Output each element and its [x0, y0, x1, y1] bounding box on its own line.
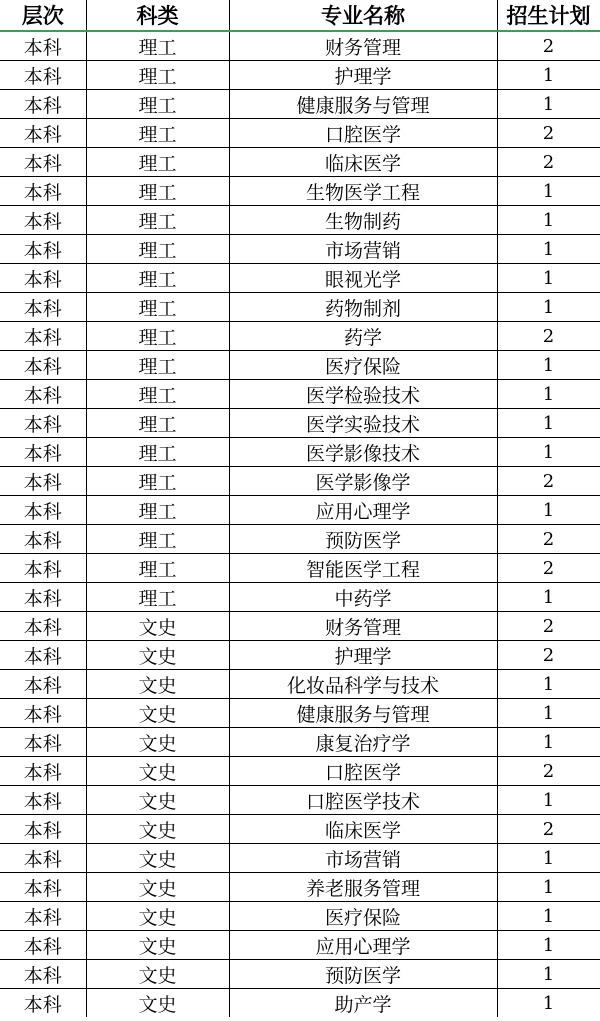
table-row — [0, 496, 600, 525]
table-row — [0, 409, 600, 438]
table-row — [0, 670, 600, 699]
cell-major-name: 口腔医学 — [229, 119, 497, 148]
cell-category: 文史 — [86, 612, 229, 641]
cell-enrollment-plan: 1 — [497, 61, 600, 90]
table-row — [0, 757, 600, 786]
cell-enrollment-plan: 1 — [497, 931, 600, 960]
table-row — [0, 728, 600, 757]
table-row — [0, 815, 600, 844]
cell-level: 本科 — [0, 757, 86, 786]
table-row — [0, 989, 600, 1018]
header-major-name: 专业名称 — [229, 0, 497, 31]
cell-major-name: 生物制药 — [229, 206, 497, 235]
cell-category: 理工 — [86, 90, 229, 119]
cell-level: 本科 — [0, 177, 86, 206]
table-row — [0, 467, 600, 496]
table-row — [0, 902, 600, 931]
cell-enrollment-plan: 1 — [497, 235, 600, 264]
cell-major-name: 智能医学工程 — [229, 554, 497, 583]
cell-category: 理工 — [86, 264, 229, 293]
cell-category: 理工 — [86, 293, 229, 322]
cell-category: 文史 — [86, 757, 229, 786]
cell-category: 文史 — [86, 641, 229, 670]
cell-major-name: 中药学 — [229, 583, 497, 612]
table-row — [0, 612, 600, 641]
table-row — [0, 554, 600, 583]
cell-category: 文史 — [86, 960, 229, 989]
cell-category: 理工 — [86, 177, 229, 206]
cell-level: 本科 — [0, 815, 86, 844]
cell-enrollment-plan: 1 — [497, 583, 600, 612]
table-row — [0, 31, 600, 61]
cell-enrollment-plan: 1 — [497, 670, 600, 699]
header-category: 科类 — [86, 0, 229, 31]
cell-major-name: 健康服务与管理 — [229, 90, 497, 119]
cell-major-name: 医学检验技术 — [229, 380, 497, 409]
cell-major-name: 财务管理 — [229, 31, 497, 61]
cell-level: 本科 — [0, 612, 86, 641]
cell-level: 本科 — [0, 844, 86, 873]
cell-enrollment-plan: 2 — [497, 148, 600, 177]
cell-category: 理工 — [86, 31, 229, 61]
cell-enrollment-plan: 2 — [497, 815, 600, 844]
cell-enrollment-plan: 1 — [497, 177, 600, 206]
cell-level: 本科 — [0, 670, 86, 699]
cell-enrollment-plan: 2 — [497, 612, 600, 641]
cell-major-name: 财务管理 — [229, 612, 497, 641]
cell-category: 文史 — [86, 873, 229, 902]
header-level: 层次 — [0, 0, 86, 31]
cell-category: 理工 — [86, 409, 229, 438]
cell-category: 理工 — [86, 322, 229, 351]
table-row — [0, 90, 600, 119]
cell-major-name: 化妆品科学与技术 — [229, 670, 497, 699]
cell-enrollment-plan: 1 — [497, 206, 600, 235]
cell-category: 理工 — [86, 206, 229, 235]
cell-enrollment-plan: 1 — [497, 786, 600, 815]
cell-enrollment-plan: 2 — [497, 757, 600, 786]
cell-level: 本科 — [0, 322, 86, 351]
cell-level: 本科 — [0, 902, 86, 931]
cell-level: 本科 — [0, 293, 86, 322]
cell-category: 理工 — [86, 148, 229, 177]
table-row — [0, 583, 600, 612]
cell-major-name: 眼视光学 — [229, 264, 497, 293]
cell-enrollment-plan: 2 — [497, 119, 600, 148]
table-row — [0, 699, 600, 728]
cell-enrollment-plan: 2 — [497, 641, 600, 670]
cell-category: 文史 — [86, 699, 229, 728]
table-row — [0, 322, 600, 351]
cell-major-name: 医学影像技术 — [229, 438, 497, 467]
cell-enrollment-plan: 2 — [497, 554, 600, 583]
cell-category: 文史 — [86, 786, 229, 815]
cell-category: 文史 — [86, 844, 229, 873]
cell-level: 本科 — [0, 90, 86, 119]
cell-level: 本科 — [0, 206, 86, 235]
table-row — [0, 873, 600, 902]
cell-category: 理工 — [86, 351, 229, 380]
cell-category: 理工 — [86, 380, 229, 409]
cell-category: 理工 — [86, 235, 229, 264]
table-row — [0, 351, 600, 380]
cell-enrollment-plan: 1 — [497, 264, 600, 293]
cell-enrollment-plan: 1 — [497, 351, 600, 380]
table-row — [0, 293, 600, 322]
cell-enrollment-plan: 1 — [497, 873, 600, 902]
cell-level: 本科 — [0, 496, 86, 525]
cell-major-name: 医学实验技术 — [229, 409, 497, 438]
cell-level: 本科 — [0, 873, 86, 902]
cell-enrollment-plan: 2 — [497, 467, 600, 496]
cell-enrollment-plan: 1 — [497, 960, 600, 989]
cell-major-name: 护理学 — [229, 61, 497, 90]
cell-major-name: 生物医学工程 — [229, 177, 497, 206]
cell-level: 本科 — [0, 467, 86, 496]
cell-major-name: 市场营销 — [229, 844, 497, 873]
cell-category: 理工 — [86, 119, 229, 148]
cell-category: 理工 — [86, 554, 229, 583]
cell-level: 本科 — [0, 148, 86, 177]
table-row — [0, 525, 600, 554]
cell-level: 本科 — [0, 786, 86, 815]
cell-level: 本科 — [0, 409, 86, 438]
cell-major-name: 药学 — [229, 322, 497, 351]
cell-category: 理工 — [86, 583, 229, 612]
cell-category: 理工 — [86, 525, 229, 554]
cell-major-name: 应用心理学 — [229, 931, 497, 960]
table-body — [0, 31, 600, 1017]
header-row — [0, 0, 600, 31]
table-row — [0, 235, 600, 264]
cell-category: 文史 — [86, 902, 229, 931]
cell-level: 本科 — [0, 583, 86, 612]
cell-major-name: 医学影像学 — [229, 467, 497, 496]
cell-level: 本科 — [0, 931, 86, 960]
cell-enrollment-plan: 1 — [497, 293, 600, 322]
table-row — [0, 380, 600, 409]
cell-level: 本科 — [0, 699, 86, 728]
cell-major-name: 预防医学 — [229, 525, 497, 554]
cell-level: 本科 — [0, 960, 86, 989]
cell-enrollment-plan: 2 — [497, 322, 600, 351]
cell-level: 本科 — [0, 31, 86, 61]
cell-major-name: 助产学 — [229, 989, 497, 1018]
cell-category: 文史 — [86, 989, 229, 1018]
cell-enrollment-plan: 1 — [497, 902, 600, 931]
cell-major-name: 康复治疗学 — [229, 728, 497, 757]
table-row — [0, 960, 600, 989]
cell-major-name: 预防医学 — [229, 960, 497, 989]
table-row — [0, 786, 600, 815]
table-row — [0, 206, 600, 235]
cell-major-name: 口腔医学技术 — [229, 786, 497, 815]
cell-major-name: 医疗保险 — [229, 351, 497, 380]
cell-level: 本科 — [0, 380, 86, 409]
cell-category: 文史 — [86, 931, 229, 960]
cell-level: 本科 — [0, 235, 86, 264]
cell-enrollment-plan: 2 — [497, 31, 600, 61]
table-row — [0, 177, 600, 206]
cell-category: 理工 — [86, 61, 229, 90]
cell-level: 本科 — [0, 438, 86, 467]
cell-category: 文史 — [86, 815, 229, 844]
cell-major-name: 临床医学 — [229, 815, 497, 844]
cell-level: 本科 — [0, 728, 86, 757]
table-row — [0, 148, 600, 177]
cell-category: 理工 — [86, 467, 229, 496]
cell-major-name: 医疗保险 — [229, 902, 497, 931]
cell-enrollment-plan: 1 — [497, 409, 600, 438]
table-row — [0, 264, 600, 293]
table-row — [0, 438, 600, 467]
cell-level: 本科 — [0, 554, 86, 583]
table-row — [0, 641, 600, 670]
cell-major-name: 市场营销 — [229, 235, 497, 264]
cell-enrollment-plan: 2 — [497, 525, 600, 554]
cell-level: 本科 — [0, 989, 86, 1018]
cell-level: 本科 — [0, 525, 86, 554]
cell-level: 本科 — [0, 119, 86, 148]
cell-major-name: 临床医学 — [229, 148, 497, 177]
cell-enrollment-plan: 1 — [497, 728, 600, 757]
cell-category: 理工 — [86, 496, 229, 525]
cell-category: 理工 — [86, 438, 229, 467]
cell-level: 本科 — [0, 264, 86, 293]
cell-major-name: 养老服务管理 — [229, 873, 497, 902]
cell-enrollment-plan: 1 — [497, 699, 600, 728]
table-row — [0, 119, 600, 148]
table-row — [0, 61, 600, 90]
cell-enrollment-plan: 1 — [497, 496, 600, 525]
cell-major-name: 健康服务与管理 — [229, 699, 497, 728]
cell-enrollment-plan: 1 — [497, 438, 600, 467]
cell-level: 本科 — [0, 641, 86, 670]
cell-level: 本科 — [0, 61, 86, 90]
cell-enrollment-plan: 1 — [497, 90, 600, 119]
cell-major-name: 药物制剂 — [229, 293, 497, 322]
header-enrollment-plan: 招生计划 — [497, 0, 600, 31]
cell-level: 本科 — [0, 351, 86, 380]
cell-enrollment-plan: 1 — [497, 380, 600, 409]
cell-major-name: 护理学 — [229, 641, 497, 670]
cell-enrollment-plan: 1 — [497, 844, 600, 873]
cell-category: 文史 — [86, 728, 229, 757]
cell-category: 文史 — [86, 670, 229, 699]
table-row — [0, 931, 600, 960]
cell-enrollment-plan: 1 — [497, 989, 600, 1018]
cell-major-name: 口腔医学 — [229, 757, 497, 786]
cell-major-name: 应用心理学 — [229, 496, 497, 525]
table-row — [0, 844, 600, 873]
